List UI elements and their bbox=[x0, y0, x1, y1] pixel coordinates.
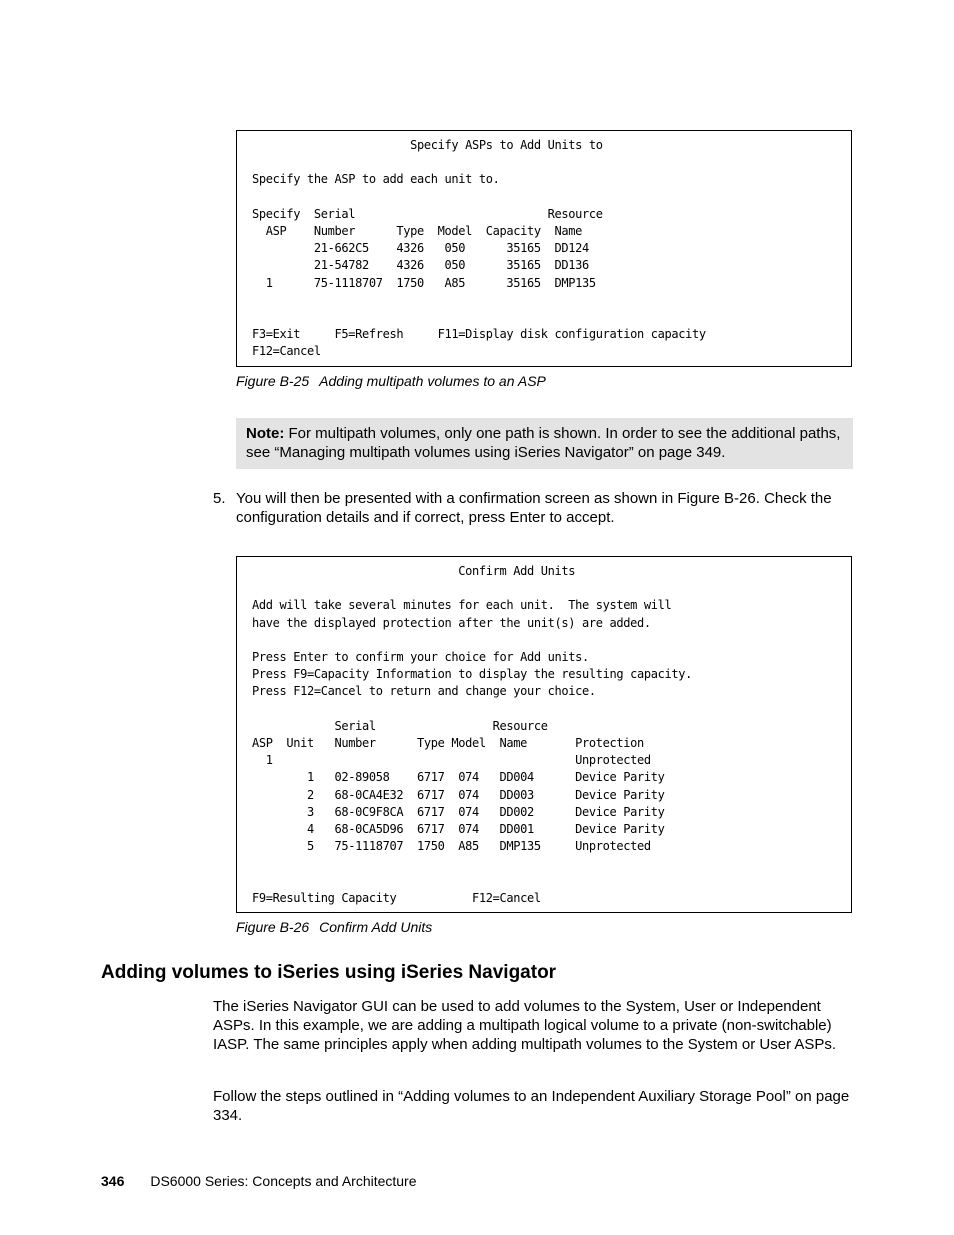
book-title: DS6000 Series: Concepts and Architecture bbox=[150, 1173, 417, 1189]
step-5 bbox=[213, 489, 858, 527]
note-box bbox=[236, 418, 853, 469]
section-paragraph-1: The iSeries Navigator GUI can be used to add volumes to the System, User or Independent ASPs. In this example, we are adding a multipath logical volume to a private (non-switchable) IASP. The same principles apply when adding multipath volumes to the System or User ASPs. bbox=[213, 998, 837, 1053]
figure-b25-caption bbox=[236, 373, 546, 389]
specify-asps-screen-text: Specify ASPs to Add Units to Specify the ASP to add each unit to. Specify Serial Resource ASP Number Type Model Capacity Name 21-662C5 4326 050 35165 DD124 21-54782 4326 050 35165 DD136 1 75-1118707 1750 A85 35165 DMP135 F3=Exit F5=Refresh F11=Display disk configuration capacity F12=Cancel bbox=[252, 138, 706, 359]
figure-b26-number: Figure B-26 bbox=[236, 919, 310, 935]
figure-b26-caption bbox=[236, 919, 432, 935]
section-paragraph-2: Follow the steps outlined in “Adding volumes to an Independent Auxiliary Storage Pool” on page 334. bbox=[213, 1088, 850, 1124]
note-label: Note: bbox=[246, 425, 285, 442]
figure-b26-title: Confirm Add Units bbox=[319, 919, 433, 935]
step-5-text: You will then be presented with a confirmation screen as shown in Figure B-26. Check the configuration details and if correct, press Enter to accept. bbox=[236, 490, 832, 526]
page-footer bbox=[101, 1173, 417, 1189]
confirm-add-units-screen-text: Confirm Add Units Add will take several minutes for each unit. The system will have the displayed protection after the unit(s) are added. Press Enter to confirm your choice for Add units. Press F9=Capacity Information to display the resulting capacity. Press F12=Cancel to return and change your choice. Serial Resource ASP Unit Number Type Model Name Protection 1 Unprotected 1 02-89058 6717 074 DD004 Device Parity 2 68-0CA4E32 6717 074 DD003 Device Parity 3 68-0C9F8CA 6717 074 DD002 Device Parity 4 68-0CA5D96 6717 074 DD001 Device Parity 5 75-1118707 1750 A85 DMP135 Unprotected F9=Resulting Capacity F12=Cancel bbox=[252, 564, 692, 905]
specify-asps-screen bbox=[236, 130, 852, 367]
confirm-add-units-screen bbox=[236, 556, 852, 913]
figure-b25-title: Adding multipath volumes to an ASP bbox=[319, 373, 546, 389]
page-number: 346 bbox=[101, 1173, 125, 1189]
step-5-number: 5. bbox=[213, 490, 226, 507]
note-text: For multipath volumes, only one path is shown. In order to see the additional paths, see “Managing multipath volumes using iSeries Navigator” on page 349. bbox=[246, 425, 841, 461]
section-heading: Adding volumes to iSeries using iSeries Navigator bbox=[101, 962, 557, 983]
figure-b25-number: Figure B-25 bbox=[236, 373, 310, 389]
